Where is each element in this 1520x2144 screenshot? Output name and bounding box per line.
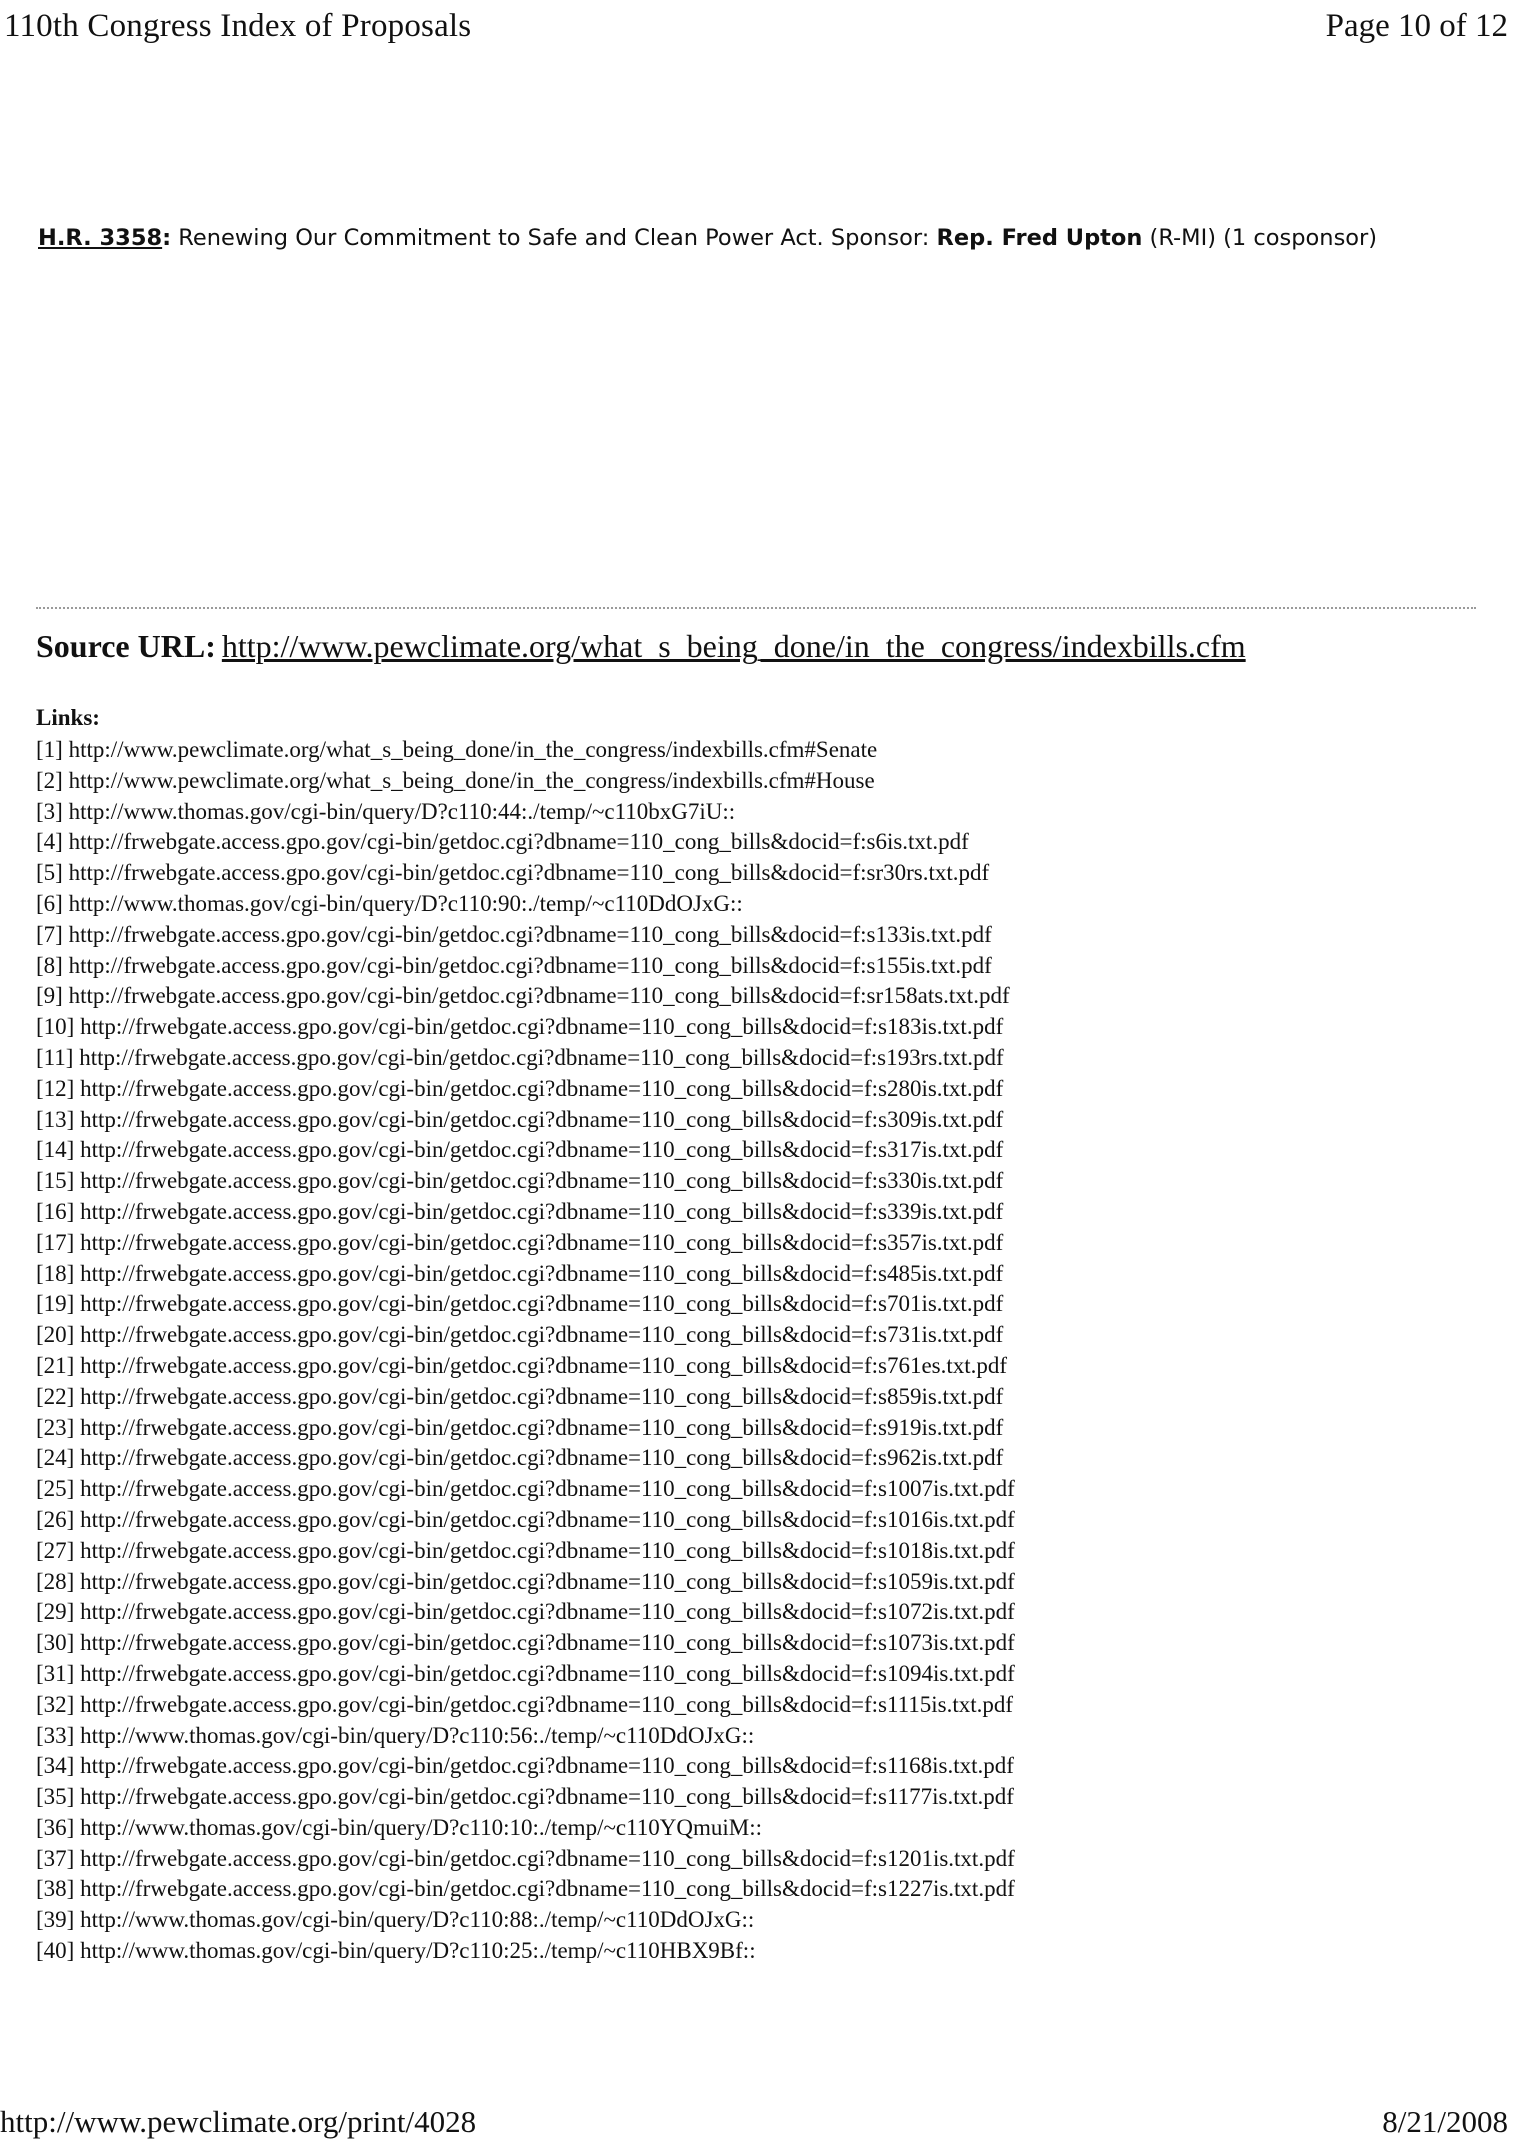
link-item[interactable]: [16] http://frwebgate.access.gpo.gov/cgi-bin/getdoc.cgi?dbname=110_cong_bills&docid=f:s339is.txt.pdf — [36, 1198, 1004, 1224]
link-item[interactable]: [5] http://frwebgate.access.gpo.gov/cgi-bin/getdoc.cgi?dbname=110_cong_bills&docid=f:sr30rs.txt.pdf — [36, 860, 990, 886]
link-item[interactable]: [40] http://www.thomas.gov/cgi-bin/query/D?c110:25:./temp/~c110HBX9Bf:: — [36, 1938, 756, 1964]
page-number: Page 10 of 12 — [1325, 8, 1508, 44]
divider — [36, 607, 1476, 609]
bill-number-link[interactable]: H.R. 3358 — [38, 225, 163, 251]
link-item[interactable]: [12] http://frwebgate.access.gpo.gov/cgi-bin/getdoc.cgi?dbname=110_cong_bills&docid=f:s280is.txt.pdf — [36, 1075, 1004, 1101]
link-item[interactable]: [2] http://www.pewclimate.org/what_s_being_done/in_the_congress/indexbills.cfm#House — [36, 767, 875, 793]
link-item[interactable]: [10] http://frwebgate.access.gpo.gov/cgi-bin/getdoc.cgi?dbname=110_cong_bills&docid=f:s183is.txt.pdf — [36, 1014, 1004, 1040]
link-item[interactable]: [31] http://frwebgate.access.gpo.gov/cgi-bin/getdoc.cgi?dbname=110_cong_bills&docid=f:s1094is.txt.pdf — [36, 1660, 1015, 1686]
link-item[interactable]: [37] http://frwebgate.access.gpo.gov/cgi-bin/getdoc.cgi?dbname=110_cong_bills&docid=f:s1201is.txt.pdf — [36, 1845, 1015, 1871]
link-item[interactable]: [6] http://www.thomas.gov/cgi-bin/query/D?c110:90:./temp/~c110DdOJxG:: — [36, 890, 743, 916]
link-item[interactable]: [17] http://frwebgate.access.gpo.gov/cgi-bin/getdoc.cgi?dbname=110_cong_bills&docid=f:s357is.txt.pdf — [36, 1229, 1004, 1255]
source-url-link[interactable]: http://www.pewclimate.org/what_s_being_done/in_the_congress/indexbills.cfm — [221, 628, 1246, 664]
link-item[interactable]: [29] http://frwebgate.access.gpo.gov/cgi-bin/getdoc.cgi?dbname=110_cong_bills&docid=f:s1072is.txt.pdf — [36, 1599, 1015, 1625]
link-item[interactable]: [19] http://frwebgate.access.gpo.gov/cgi-bin/getdoc.cgi?dbname=110_cong_bills&docid=f:s701is.txt.pdf — [36, 1291, 1004, 1317]
link-item[interactable]: [36] http://www.thomas.gov/cgi-bin/query/D?c110:10:./temp/~c110YQmuiM:: — [36, 1814, 762, 1840]
link-item[interactable]: [32] http://frwebgate.access.gpo.gov/cgi-bin/getdoc.cgi?dbname=110_cong_bills&docid=f:s1115is.txt.pdf — [36, 1691, 1014, 1717]
bill-description: Renewing Our Commitment to Safe and Clean Power Act. Sponsor: — [171, 225, 937, 251]
bill-separator: : — [162, 225, 172, 251]
bill-entry — [38, 225, 1508, 251]
sponsor-affiliation: (R-MI) (1 cosponsor) — [1142, 225, 1378, 251]
link-item[interactable]: [7] http://frwebgate.access.gpo.gov/cgi-bin/getdoc.cgi?dbname=110_cong_bills&docid=f:s133is.txt.pdf — [36, 921, 992, 947]
link-item[interactable]: [25] http://frwebgate.access.gpo.gov/cgi-bin/getdoc.cgi?dbname=110_cong_bills&docid=f:s1007is.txt.pdf — [36, 1476, 1015, 1502]
link-item[interactable]: [33] http://www.thomas.gov/cgi-bin/query/D?c110:56:./temp/~c110DdOJxG:: — [36, 1722, 755, 1748]
link-item[interactable]: [23] http://frwebgate.access.gpo.gov/cgi-bin/getdoc.cgi?dbname=110_cong_bills&docid=f:s919is.txt.pdf — [36, 1414, 1004, 1440]
link-item[interactable]: [20] http://frwebgate.access.gpo.gov/cgi-bin/getdoc.cgi?dbname=110_cong_bills&docid=f:s731is.txt.pdf — [36, 1322, 1004, 1348]
link-item[interactable]: [8] http://frwebgate.access.gpo.gov/cgi-bin/getdoc.cgi?dbname=110_cong_bills&docid=f:s155is.txt.pdf — [36, 952, 992, 978]
link-item[interactable]: [18] http://frwebgate.access.gpo.gov/cgi-bin/getdoc.cgi?dbname=110_cong_bills&docid=f:s485is.txt.pdf — [36, 1260, 1004, 1286]
link-item[interactable]: [28] http://frwebgate.access.gpo.gov/cgi-bin/getdoc.cgi?dbname=110_cong_bills&docid=f:s1059is.txt.pdf — [36, 1568, 1015, 1594]
link-item[interactable]: [3] http://www.thomas.gov/cgi-bin/query/D?c110:44:./temp/~c110bxG7iU:: — [36, 798, 736, 824]
link-item[interactable]: [15] http://frwebgate.access.gpo.gov/cgi-bin/getdoc.cgi?dbname=110_cong_bills&docid=f:s330is.txt.pdf — [36, 1168, 1004, 1194]
link-item[interactable]: [9] http://frwebgate.access.gpo.gov/cgi-bin/getdoc.cgi?dbname=110_cong_bills&docid=f:sr158ats.txt.pdf — [36, 983, 1010, 1009]
footer-date: 8/21/2008 — [1382, 2104, 1508, 2139]
link-item[interactable]: [13] http://frwebgate.access.gpo.gov/cgi-bin/getdoc.cgi?dbname=110_cong_bills&docid=f:s309is.txt.pdf — [36, 1106, 1004, 1132]
link-item[interactable]: [24] http://frwebgate.access.gpo.gov/cgi-bin/getdoc.cgi?dbname=110_cong_bills&docid=f:s962is.txt.pdf — [36, 1445, 1004, 1471]
page-title: 110th Congress Index of Proposals — [4, 8, 472, 44]
link-item[interactable]: [4] http://frwebgate.access.gpo.gov/cgi-bin/getdoc.cgi?dbname=110_cong_bills&docid=f:s6is.txt.pdf — [36, 829, 969, 855]
link-item[interactable]: [11] http://frwebgate.access.gpo.gov/cgi-bin/getdoc.cgi?dbname=110_cong_bills&docid=f:s193rs.txt.pdf — [36, 1044, 1004, 1070]
link-item[interactable]: [27] http://frwebgate.access.gpo.gov/cgi-bin/getdoc.cgi?dbname=110_cong_bills&docid=f:s1018is.txt.pdf — [36, 1537, 1015, 1563]
source-url-label: Source URL: — [36, 628, 216, 664]
link-item[interactable]: [38] http://frwebgate.access.gpo.gov/cgi-bin/getdoc.cgi?dbname=110_cong_bills&docid=f:s1227is.txt.pdf — [36, 1876, 1015, 1902]
link-item[interactable]: [35] http://frwebgate.access.gpo.gov/cgi-bin/getdoc.cgi?dbname=110_cong_bills&docid=f:s1177is.txt.pdf — [36, 1784, 1014, 1810]
link-item[interactable]: [39] http://www.thomas.gov/cgi-bin/query/D?c110:88:./temp/~c110DdOJxG:: — [36, 1907, 755, 1933]
links-heading: Links: — [36, 705, 100, 730]
link-item[interactable]: [1] http://www.pewclimate.org/what_s_being_done/in_the_congress/indexbills.cfm#Senate — [36, 737, 878, 762]
sponsor-name: Rep. Fred Upton — [936, 225, 1143, 251]
link-item[interactable]: [30] http://frwebgate.access.gpo.gov/cgi-bin/getdoc.cgi?dbname=110_cong_bills&docid=f:s1073is.txt.pdf — [36, 1630, 1015, 1656]
link-item[interactable]: [21] http://frwebgate.access.gpo.gov/cgi-bin/getdoc.cgi?dbname=110_cong_bills&docid=f:s761es.txt.pdf — [36, 1352, 1008, 1378]
link-item[interactable]: [22] http://frwebgate.access.gpo.gov/cgi-bin/getdoc.cgi?dbname=110_cong_bills&docid=f:s859is.txt.pdf — [36, 1383, 1004, 1409]
link-item[interactable]: [26] http://frwebgate.access.gpo.gov/cgi-bin/getdoc.cgi?dbname=110_cong_bills&docid=f:s1016is.txt.pdf — [36, 1506, 1015, 1532]
footer-url: http://www.pewclimate.org/print/4028 — [0, 2104, 477, 2139]
link-item[interactable]: [14] http://frwebgate.access.gpo.gov/cgi-bin/getdoc.cgi?dbname=110_cong_bills&docid=f:s317is.txt.pdf — [36, 1137, 1004, 1163]
links-list — [36, 735, 1015, 1967]
link-item[interactable]: [34] http://frwebgate.access.gpo.gov/cgi-bin/getdoc.cgi?dbname=110_cong_bills&docid=f:s1168is.txt.pdf — [36, 1753, 1014, 1779]
source-url-line — [36, 628, 1246, 665]
